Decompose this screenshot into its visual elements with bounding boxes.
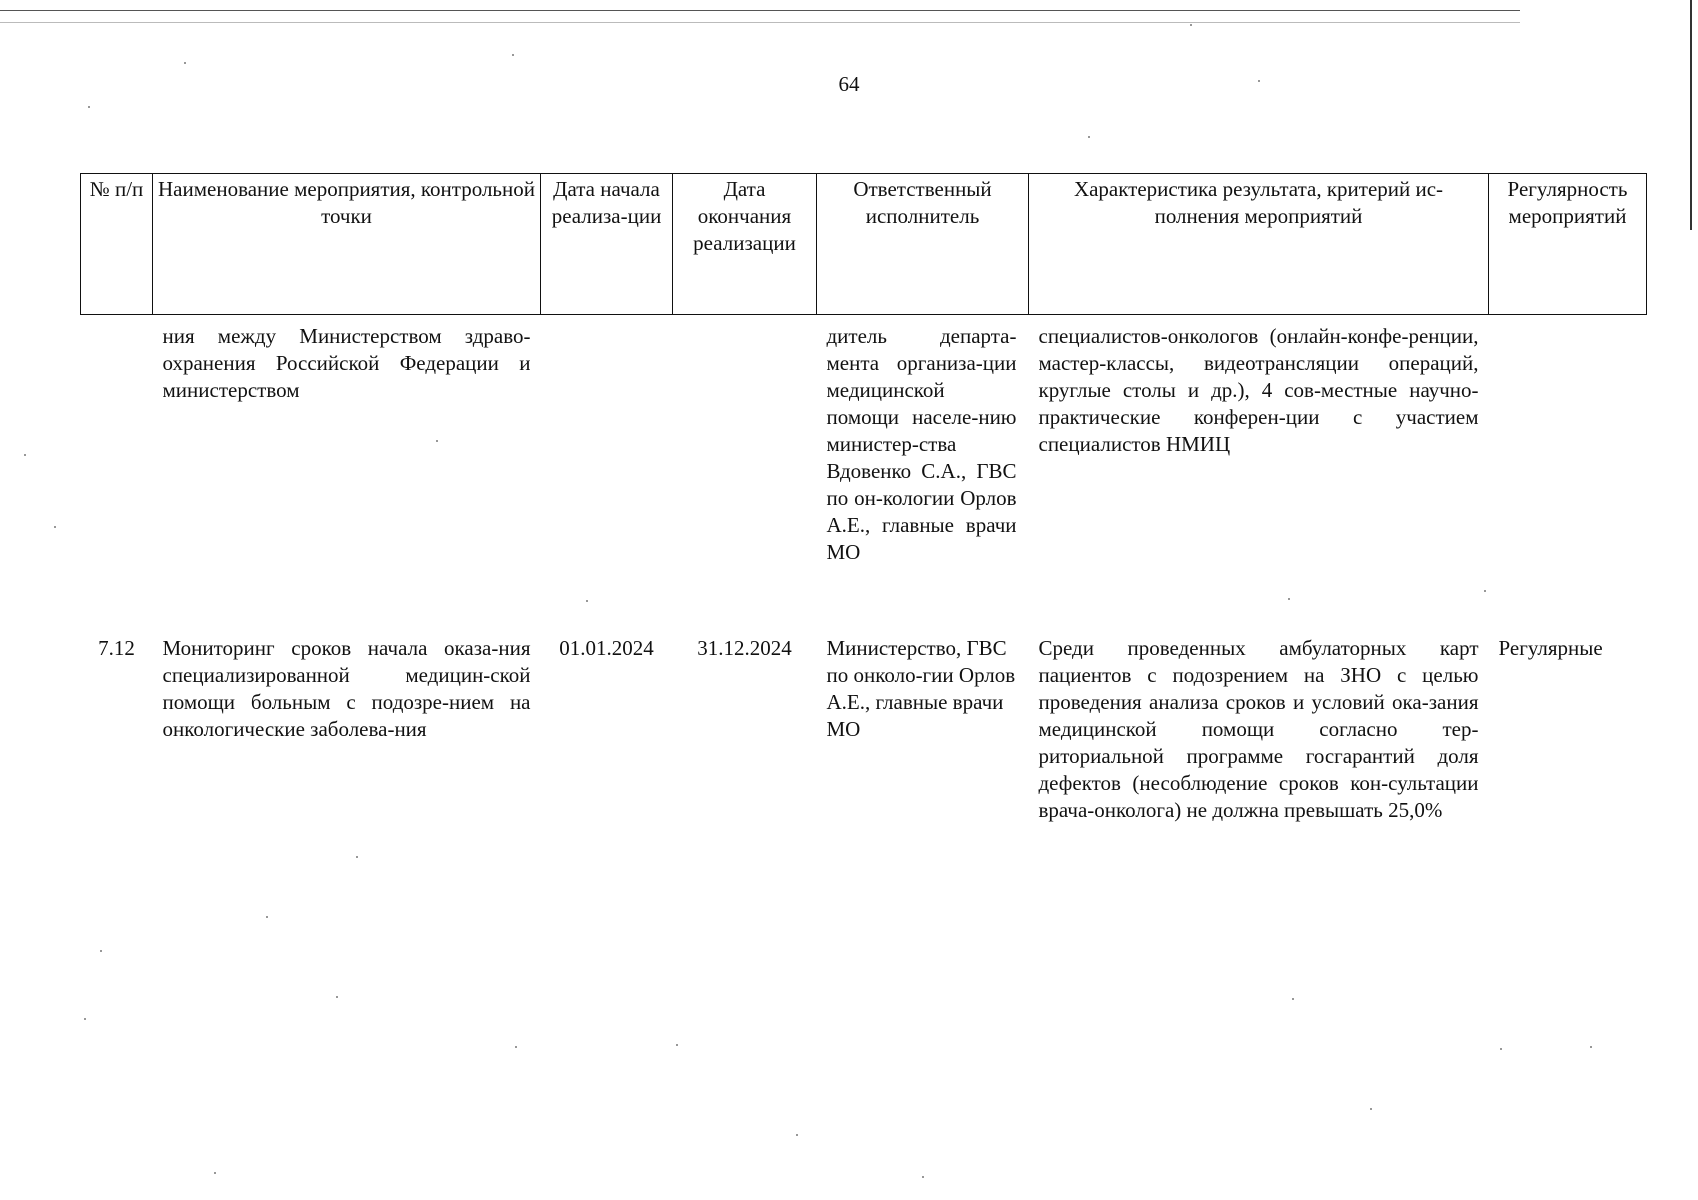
- cell-responsible: Министерство, ГВС по онколо-гии Орлов А.Е., главные врачи МО: [826, 636, 1016, 741]
- cell-activity-name: Мониторинг сроков начала оказа-ния специализированной медицин-ской помощи больным с подозре-нием на онкологические заболева-ния: [162, 636, 531, 741]
- header-activity-name: Наименование мероприятия, контрольной точки: [153, 174, 541, 315]
- scan-speck: [54, 526, 56, 528]
- header-start-date: Дата начала реализа-ции: [541, 174, 673, 315]
- scan-speck: [676, 1044, 678, 1046]
- activities-table: [80, 173, 1647, 824]
- page-number: 64: [838, 72, 860, 96]
- scan-speck: [336, 996, 338, 998]
- scan-speck: [1590, 1046, 1592, 1048]
- table-row: [81, 635, 1647, 824]
- scan-border-line: [0, 22, 1520, 23]
- scan-speck: [436, 440, 438, 442]
- scan-speck: [24, 454, 26, 456]
- scan-speck: [184, 62, 186, 64]
- scan-speck: [515, 1046, 517, 1048]
- scan-speck: [266, 916, 268, 918]
- cell-end-date: 31.12.2024: [697, 636, 792, 660]
- scan-border-line: [0, 10, 1520, 11]
- header-responsible: Ответственный исполнитель: [817, 174, 1029, 315]
- cell-regularity: [1489, 315, 1647, 636]
- cell-number: [81, 315, 153, 636]
- scan-speck: [512, 54, 514, 56]
- scan-speck: [1370, 1108, 1372, 1110]
- scan-speck: [1292, 998, 1294, 1000]
- table-header-row: [81, 174, 1647, 315]
- scan-border-line: [1690, 0, 1692, 230]
- scan-speck: [356, 856, 358, 858]
- scan-speck: [1088, 136, 1090, 138]
- scan-speck: [922, 1176, 924, 1178]
- cell-result: Среди проведенных амбулаторных карт пациентов с подозрением на ЗНО с целью проведения анализа сроков и условий ока-зания медицинской помощи согласно тер-риториальной программе госгарантий доля дефектов (несоблюдение сроков кон-сультации врача-онколога) не должна превышать 25,0%: [1038, 636, 1479, 822]
- cell-number: 7.12: [98, 636, 135, 660]
- header-number: № п/п: [81, 174, 153, 315]
- cell-regularity: Регулярные: [1498, 636, 1603, 660]
- scan-speck: [586, 600, 588, 602]
- cell-end-date: [673, 315, 817, 636]
- cell-start-date: 01.01.2024: [559, 636, 654, 660]
- scan-speck: [1288, 598, 1290, 600]
- header-regularity: Регулярность мероприятий: [1489, 174, 1647, 315]
- header-result: Характеристика результата, критерий ис-полнения мероприятий: [1029, 174, 1489, 315]
- cell-responsible: дитель департа-мента организа-ции медицинской помощи населе-нию министер-ства Вдовенко С.А., ГВС по он-кологии Орлов А.Е., главные врачи МО: [826, 324, 1017, 564]
- header-end-date: Дата окончания реализации: [673, 174, 817, 315]
- cell-result: специалистов-онкологов (онлайн-конфе-ренции, мастер-классы, видеотрансляции операций, круглые столы и др.), 4 сов-местные научно-практические конферен-ции с участием специалистов НМИЦ: [1038, 324, 1479, 456]
- scan-speck: [1190, 24, 1192, 26]
- cell-start-date: [541, 315, 673, 636]
- scan-speck: [1258, 80, 1260, 82]
- table-row-continuation: [81, 315, 1647, 636]
- scan-speck: [88, 106, 90, 108]
- scan-speck: [796, 1134, 798, 1136]
- scan-speck: [84, 1018, 86, 1020]
- cell-activity-name: ния между Министерством здраво-охранения Российской Федерации и министерством: [162, 324, 531, 402]
- scan-speck: [1484, 590, 1486, 592]
- scan-speck: [1500, 1048, 1502, 1050]
- scan-speck: [100, 950, 102, 952]
- scan-speck: [214, 1172, 216, 1174]
